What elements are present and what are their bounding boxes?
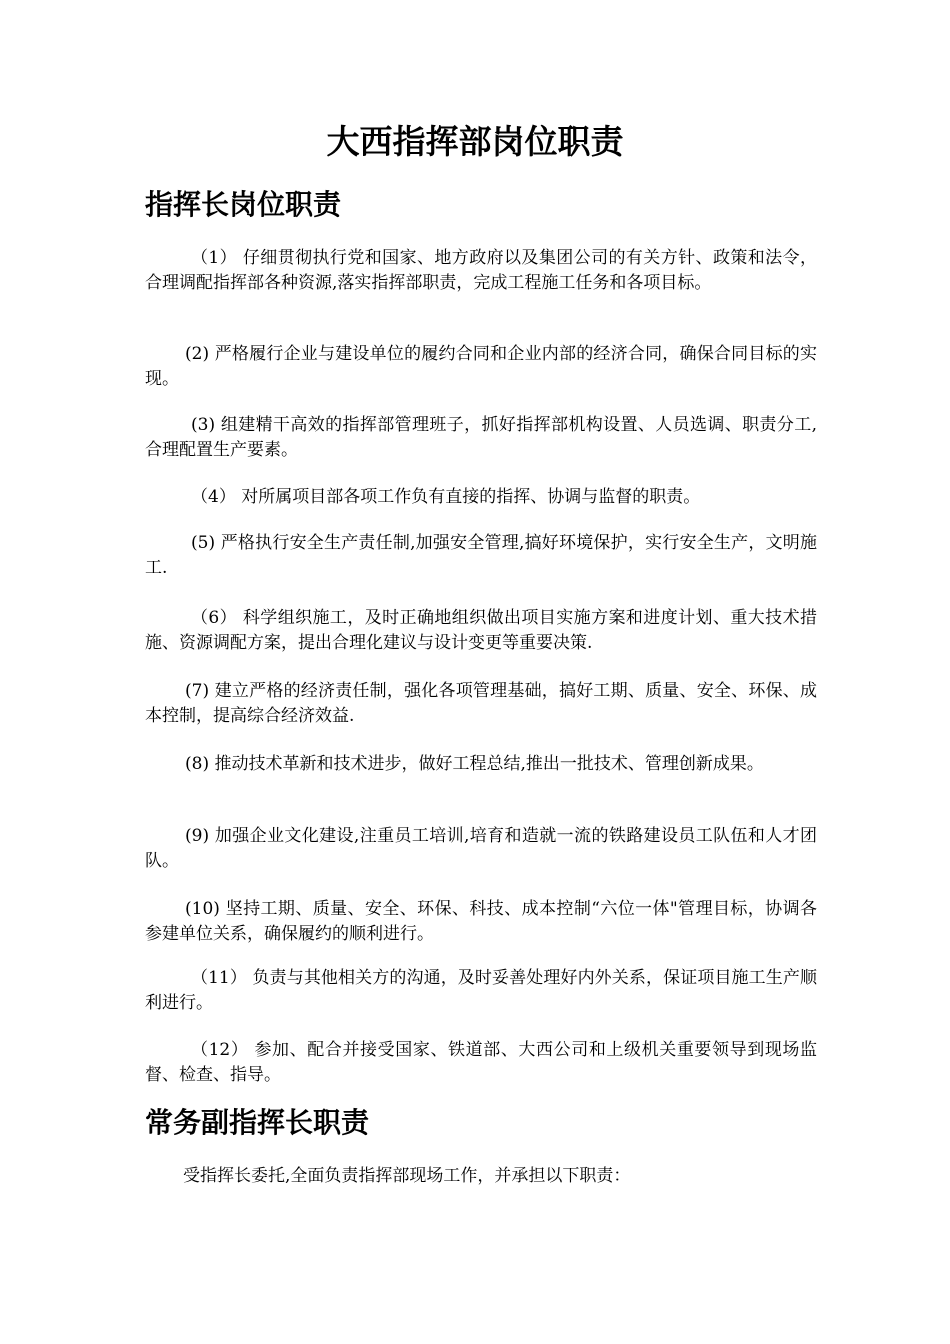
paragraph-text: 加强企业文化建设,注重员工培训,培育和造就一流的铁路建设员工队伍和人才团队。 [145,826,818,871]
paragraph-text: 科学组织施工，及时正确地组织做出项目实施方案和进度计划、重大技术措施、资源调配方案，提出合理化建议与设计变更等重要决策. [145,608,817,653]
paragraph-10 [145,897,817,947]
paragraph-3 [145,413,817,463]
paragraph-number: (10) [185,899,220,919]
paragraph-text: 严格履行企业与建设单位的履约合同和企业内部的经济合同，确保合同目标的实现。 [145,344,818,389]
paragraph-number: （1） [191,248,238,268]
paragraph-text: 受指挥长委托,全面负责指挥部现场工作，并承担以下职责： [183,1166,631,1186]
paragraph-number: （6） [191,608,238,628]
paragraph-12 [145,1038,817,1088]
paragraph-2 [145,342,817,392]
paragraph-number: （11） [191,968,247,988]
paragraph-text: 对所属项目部各项工作负有直接的指挥、协调与监督的职责。 [241,487,701,507]
paragraph-text: 组建精干高效的指挥部管理班子，抓好指挥部机构设置、人员选调、职责分工,合理配置生产要素。 [145,415,817,460]
paragraph-number: （4） [191,487,236,507]
paragraph-text: 建立严格的经济责任制，强化各项管理基础，搞好工期、质量、安全、环保、成本控制，提高综合经济效益. [145,681,818,726]
paragraph-number: (8) [185,754,210,774]
paragraph-6 [145,606,817,656]
paragraph-deputy-intro [145,1164,817,1189]
paragraph-text: 推动技术革新和技术进步，做好工程总结,推出一批技术、管理创新成果。 [214,754,764,774]
paragraph-text: 坚持工期、质量、安全、环保、科技、成本控制“六位一体"管理目标，协调各参建单位关系，确保履约的顺利进行。 [145,899,817,944]
paragraph-text: 仔细贯彻执行党和国家、地方政府以及集团公司的有关方针、政策和法令，合理调配指挥部各种资源,落实指挥部职责，完成工程施工任务和各项目标。 [145,248,817,293]
paragraph-11 [145,966,817,1016]
paragraph-7 [145,679,817,729]
paragraph-5 [145,531,817,581]
paragraph-text: 严格执行安全生产责任制,加强安全管理,搞好环境保护，实行安全生产，文明施工. [145,533,817,578]
paragraph-number: (5) [191,533,216,553]
paragraph-text: 负责与其他相关方的沟通，及时妥善处理好内外关系，保证项目施工生产顺利进行。 [145,968,817,1013]
paragraph-number: (3) [191,415,216,435]
paragraph-number: (7) [185,681,210,701]
document-title: 大西指挥部岗位职责 [326,122,624,161]
paragraph-8 [145,752,817,777]
paragraph-number: (2) [185,344,210,364]
section-heading-deputy-commander: 常务副指挥长职责 [145,1106,370,1139]
paragraph-number: (9) [185,826,210,846]
paragraph-number: （12） [191,1040,249,1060]
paragraph-4 [145,485,817,510]
paragraph-9 [145,824,817,874]
paragraph-text: 参加、配合并接受国家、铁道部、大西公司和上级机关重要领导到现场监督、检查、指导。 [145,1040,818,1085]
paragraph-1 [145,246,817,296]
section-heading-commander: 指挥长岗位职责 [145,188,342,221]
